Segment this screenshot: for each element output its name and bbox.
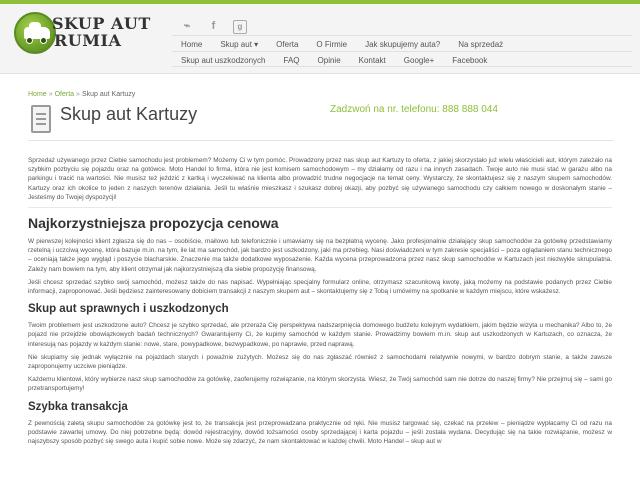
nav-item-home[interactable]: Home	[181, 40, 203, 49]
breadcrumb-separator: »	[48, 91, 53, 98]
paragraph: Każdemu klientowi, który wybierze nasz skup samochodów za gotówkę, zaoferujemy rozwiązanie, na którym skorzysta. Wiesz, że Twój samochód sam nie dotrze do naszej firmy? Nie przejmuj się – sami go przetransportujemy!	[28, 376, 612, 393]
nav-item-o-firmie[interactable]: O Firmie	[316, 40, 348, 49]
nav-item-oferta[interactable]: Oferta	[276, 40, 299, 49]
document-line	[36, 118, 46, 120]
rss-icon[interactable]: ⌁	[183, 20, 191, 32]
main-content	[28, 156, 612, 450]
breadcrumb-oferta[interactable]: Oferta	[54, 91, 75, 98]
facebook-icon[interactable]: f	[211, 20, 216, 32]
nav-item-na-sprzedaz[interactable]: Na sprzedaż	[458, 40, 504, 49]
nav-item-opinie[interactable]: Opinie	[317, 56, 341, 65]
nav-item-skup-aut[interactable]: Skup aut ▾	[220, 40, 259, 49]
google-plus-icon[interactable]: g	[233, 20, 247, 34]
section-heading: Szybka transakcja	[28, 400, 128, 413]
section-heading: Najkorzystniejsza propozycja cenowa	[28, 215, 279, 232]
main-navigation	[172, 35, 632, 67]
nav-item-facebook[interactable]: Facebook	[452, 56, 488, 65]
logo-line-2: RUMIA	[54, 31, 122, 50]
phone-callout[interactable]: Zadzwoń na nr. telefonu: 888 888 044	[330, 104, 498, 115]
nav-row-2	[172, 51, 632, 67]
document-icon	[28, 105, 54, 135]
title-divider	[28, 140, 614, 141]
page-title: Skup aut Kartuzy	[60, 104, 198, 124]
nav-item-jak-skupujemy[interactable]: Jak skupujemy auta?	[365, 40, 441, 49]
wheel-icon	[40, 37, 47, 44]
breadcrumb-separator: »	[76, 91, 80, 98]
paragraph: Jeśli chcesz sprzedać szybko swój samochód, możesz także do nas napisać. Wypełniając specjalny formularz online, otrzymasz szacunkową kwotę, jaką możemy na podstawie podanych przez Ciebie informacji, zaproponować. Jeśli będziesz zainteresowany dobiciem transakcji z naszym skupem aut – skontaktujemy się z Tobą i umówimy na spotkanie w każdym miejscu, które wskażesz.	[28, 278, 612, 296]
logo-line-1: SKUP AUT	[52, 14, 151, 33]
document-line	[36, 113, 46, 115]
breadcrumb	[28, 91, 135, 98]
intro-paragraph: Sprzedaż używanego przez Ciebie samochodu jest problemem? Możemy Ci w tym pomóc. Prowadzony przez nas skup aut Kartuzy to oferta, z jakiej skorzystało już wielu właścicieli aut, którym zależało na szybkim pozbyciu się pojazdu oraz na gotówce. Moto Handel to firma, która nie jest komisem samochodowym – my działamy od razu i na innych zasadach. Twoje auto nie musi stać w garażu albo na parkingu i tracić na wartości. Nie musisz też jeździć z kartką i wyczekiwać na klienta albo prowadzić trudne negocjacje na temat ceny. Wystarczy, że skontaktujesz się z naszym skupem samochodów. Kartuzy oraz ich okolice to jeden z naszych terenów działania. Jeśli tu właśnie mieszkasz i szukasz dobrej okazji, aby pozbyć się używanego samochodu czy całkiem nowego w doskonałym stanie – Jesteśmy do Twojej dyspozycji!	[28, 157, 612, 201]
breadcrumb-current: Skup aut Kartuzy	[81, 91, 136, 98]
site-header	[0, 4, 640, 74]
document-line	[36, 123, 46, 125]
social-links	[180, 16, 255, 32]
wheel-icon	[26, 37, 33, 44]
breadcrumb-home[interactable]: Home	[28, 91, 47, 98]
site-logo[interactable]	[14, 12, 164, 58]
paragraph: Twoim problemem jest uszkodzone auto? Chcesz je szybko sprzedać, ale przeraża Cię perspektywa nadszarpnięcia domowego budżetu kolejnym wydatkiem, jakim będzie wizyta u mechanika? Albo to, że pojazd nie przejdzie obowiązkowych badań technicznych? Gwarantujemy Ci, że kupimy samochód w każdym stanie. Prowadzimy bowiem m.in. skup aut uszkodzonych w Kartuzach, co oznacza, że interesują nas pojazdy w każdym stanie: nowe, stare, powypadkowe, bezwypadkowe, po naprawie, przed naprawą.	[28, 322, 612, 348]
nav-item-skup-uszkodzonych[interactable]: Skup aut uszkodzonych	[181, 56, 266, 65]
section-heading: Skup aut sprawnych i uszkodzonych	[28, 303, 229, 316]
nav-row-1	[172, 35, 632, 51]
paragraph: Nie skupiamy się jednak wyłącznie na pojazdach starych i poważnie zużytych. Możesz się do nas zgłaszać również z samochodami relatywnie nowymi, w bardzo dobrym stanie, a także zawsze zaproponujemy uczciwe pieniądze.	[28, 353, 612, 371]
paragraph: Z pewnością zaletą skupu samochodów za gotówkę jest to, że transakcja jest przeprowadzana praktycznie od ręki. Nie musisz targować się, czekać na przelew – pieniądze wypłacamy Ci od razu na podstawie zawartej umowy. Do niej potrzebne będą: dowód rejestracyjny, dowód tożsamości osoby sprzedającej i karta pojazdu – jeśli została wydana. Decydując się na takie rozwiązanie, możesz w najszybszy sposób pozbyć się swego auta i kupić sobie nowe. Może się zdarzyć, że nam skontaktować w każdej chwili. Moto Handel – skup aut w	[28, 419, 612, 446]
logo-text	[52, 15, 151, 49]
logo-emblem	[14, 12, 56, 54]
nav-item-kontakt[interactable]: Kontakt	[358, 56, 386, 65]
nav-item-faq[interactable]: FAQ	[283, 56, 300, 65]
nav-item-google-plus[interactable]: Google+	[403, 56, 435, 65]
section-divider	[28, 207, 612, 208]
paragraph: W pierwszej kolejności klient zgłasza się do nas – osobiście, mailowo lub telefonicznie i umawiamy się na bezpłatną wycenę. Jako profesjonalnie działający skup samochodów za gotówkę przedstawiamy rzetelną i uczciwą wycenę, która bazuje m.in. na tym, ile lat ma samochód, jak bardzo jest uszkodzony, jaki ma przebieg. Nasi doświadczeni w tym zakresie specjaliści – poza oglądaniem stanu technicznego – oceniają także jego wygląd i poszycie blacharskie. Znaczenie ma także dodatkowe wyposażenie. Każda wycena przeprowadzona przez nasz skup samochodów w Kartuzach jest niezwykle skrupulatna. Zależy nam bowiem na tym, aby klient otrzymał jak najkorzystniejszą dla siebie propozycję finansową.	[28, 238, 612, 273]
